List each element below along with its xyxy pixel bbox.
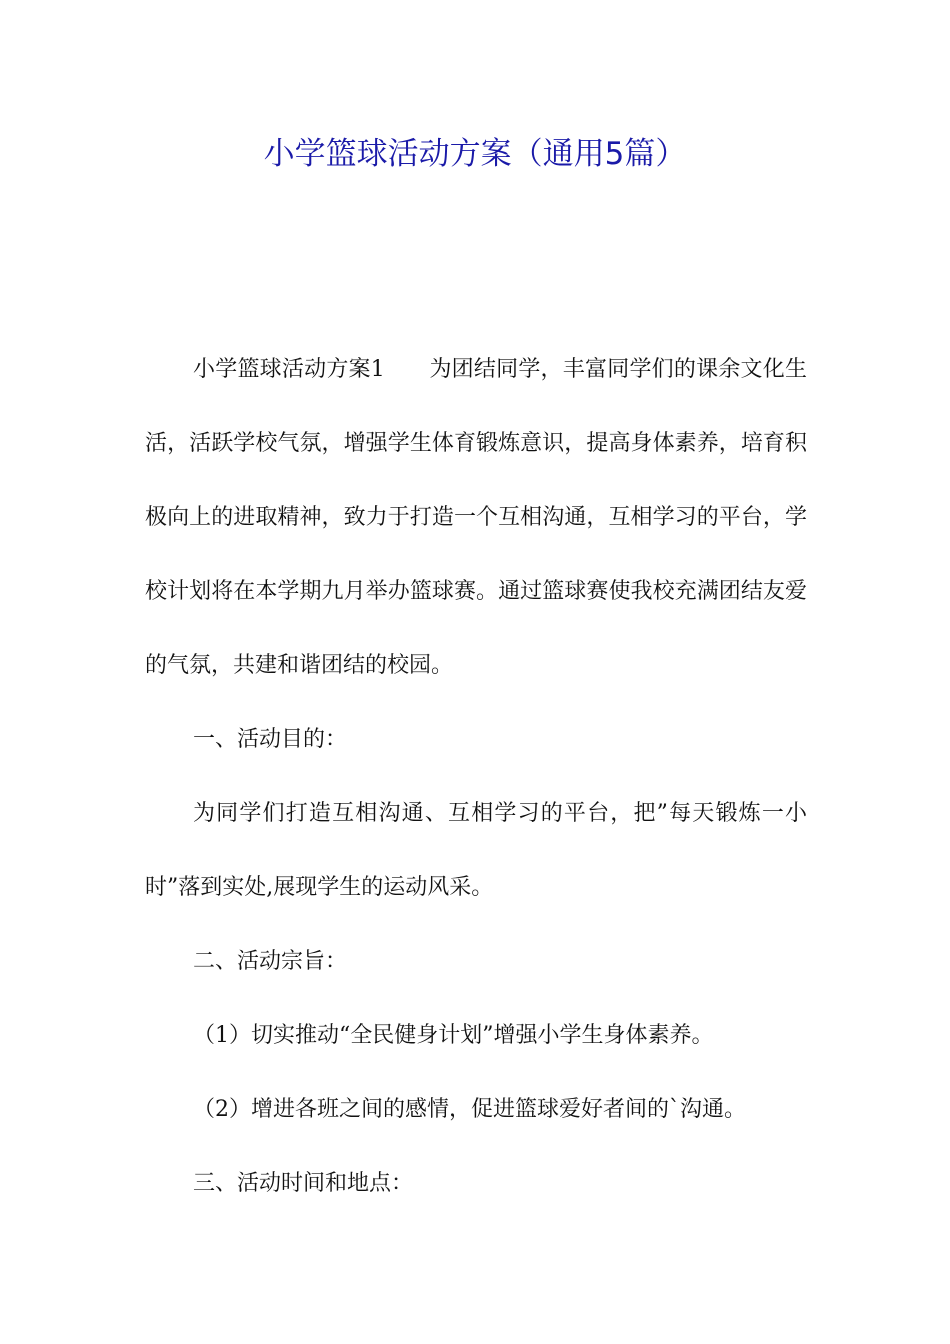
section-heading-aim: 二、活动宗旨： xyxy=(193,949,348,974)
aim-item-1: （1）切实推动“全民健身计划”增强小学生身体素养。 xyxy=(193,1023,714,1048)
purpose-paragraph: 为同学们打造互相沟通、互相学习的平台，把”每天锻炼一小时”落到实处,展现学生的运动风采。 xyxy=(145,801,807,900)
section-heading-time-place: 三、活动时间和地点： xyxy=(193,1171,414,1196)
document-body xyxy=(145,333,807,1221)
document-title: 小学篮球活动方案（通用5篇） xyxy=(263,136,687,172)
intro-paragraph: 小学篮球活动方案1 为团结同学，丰富同学们的课余文化生活，活跃学校气氛，增强学生体育锻炼意识，提高身体素养，培育积极向上的进取精神，致力于打造一个互相沟通，互相学习的平台，学校计划将在本学期九月举办篮球赛。通过篮球赛使我校充满团结友爱的气氛，共建和谐团结的校园。 xyxy=(145,357,807,678)
aim-item-2: （2）增进各班之间的感情，促进篮球爱好者间的`沟通。 xyxy=(193,1097,746,1122)
section-heading-purpose: 一、活动目的： xyxy=(193,727,348,752)
